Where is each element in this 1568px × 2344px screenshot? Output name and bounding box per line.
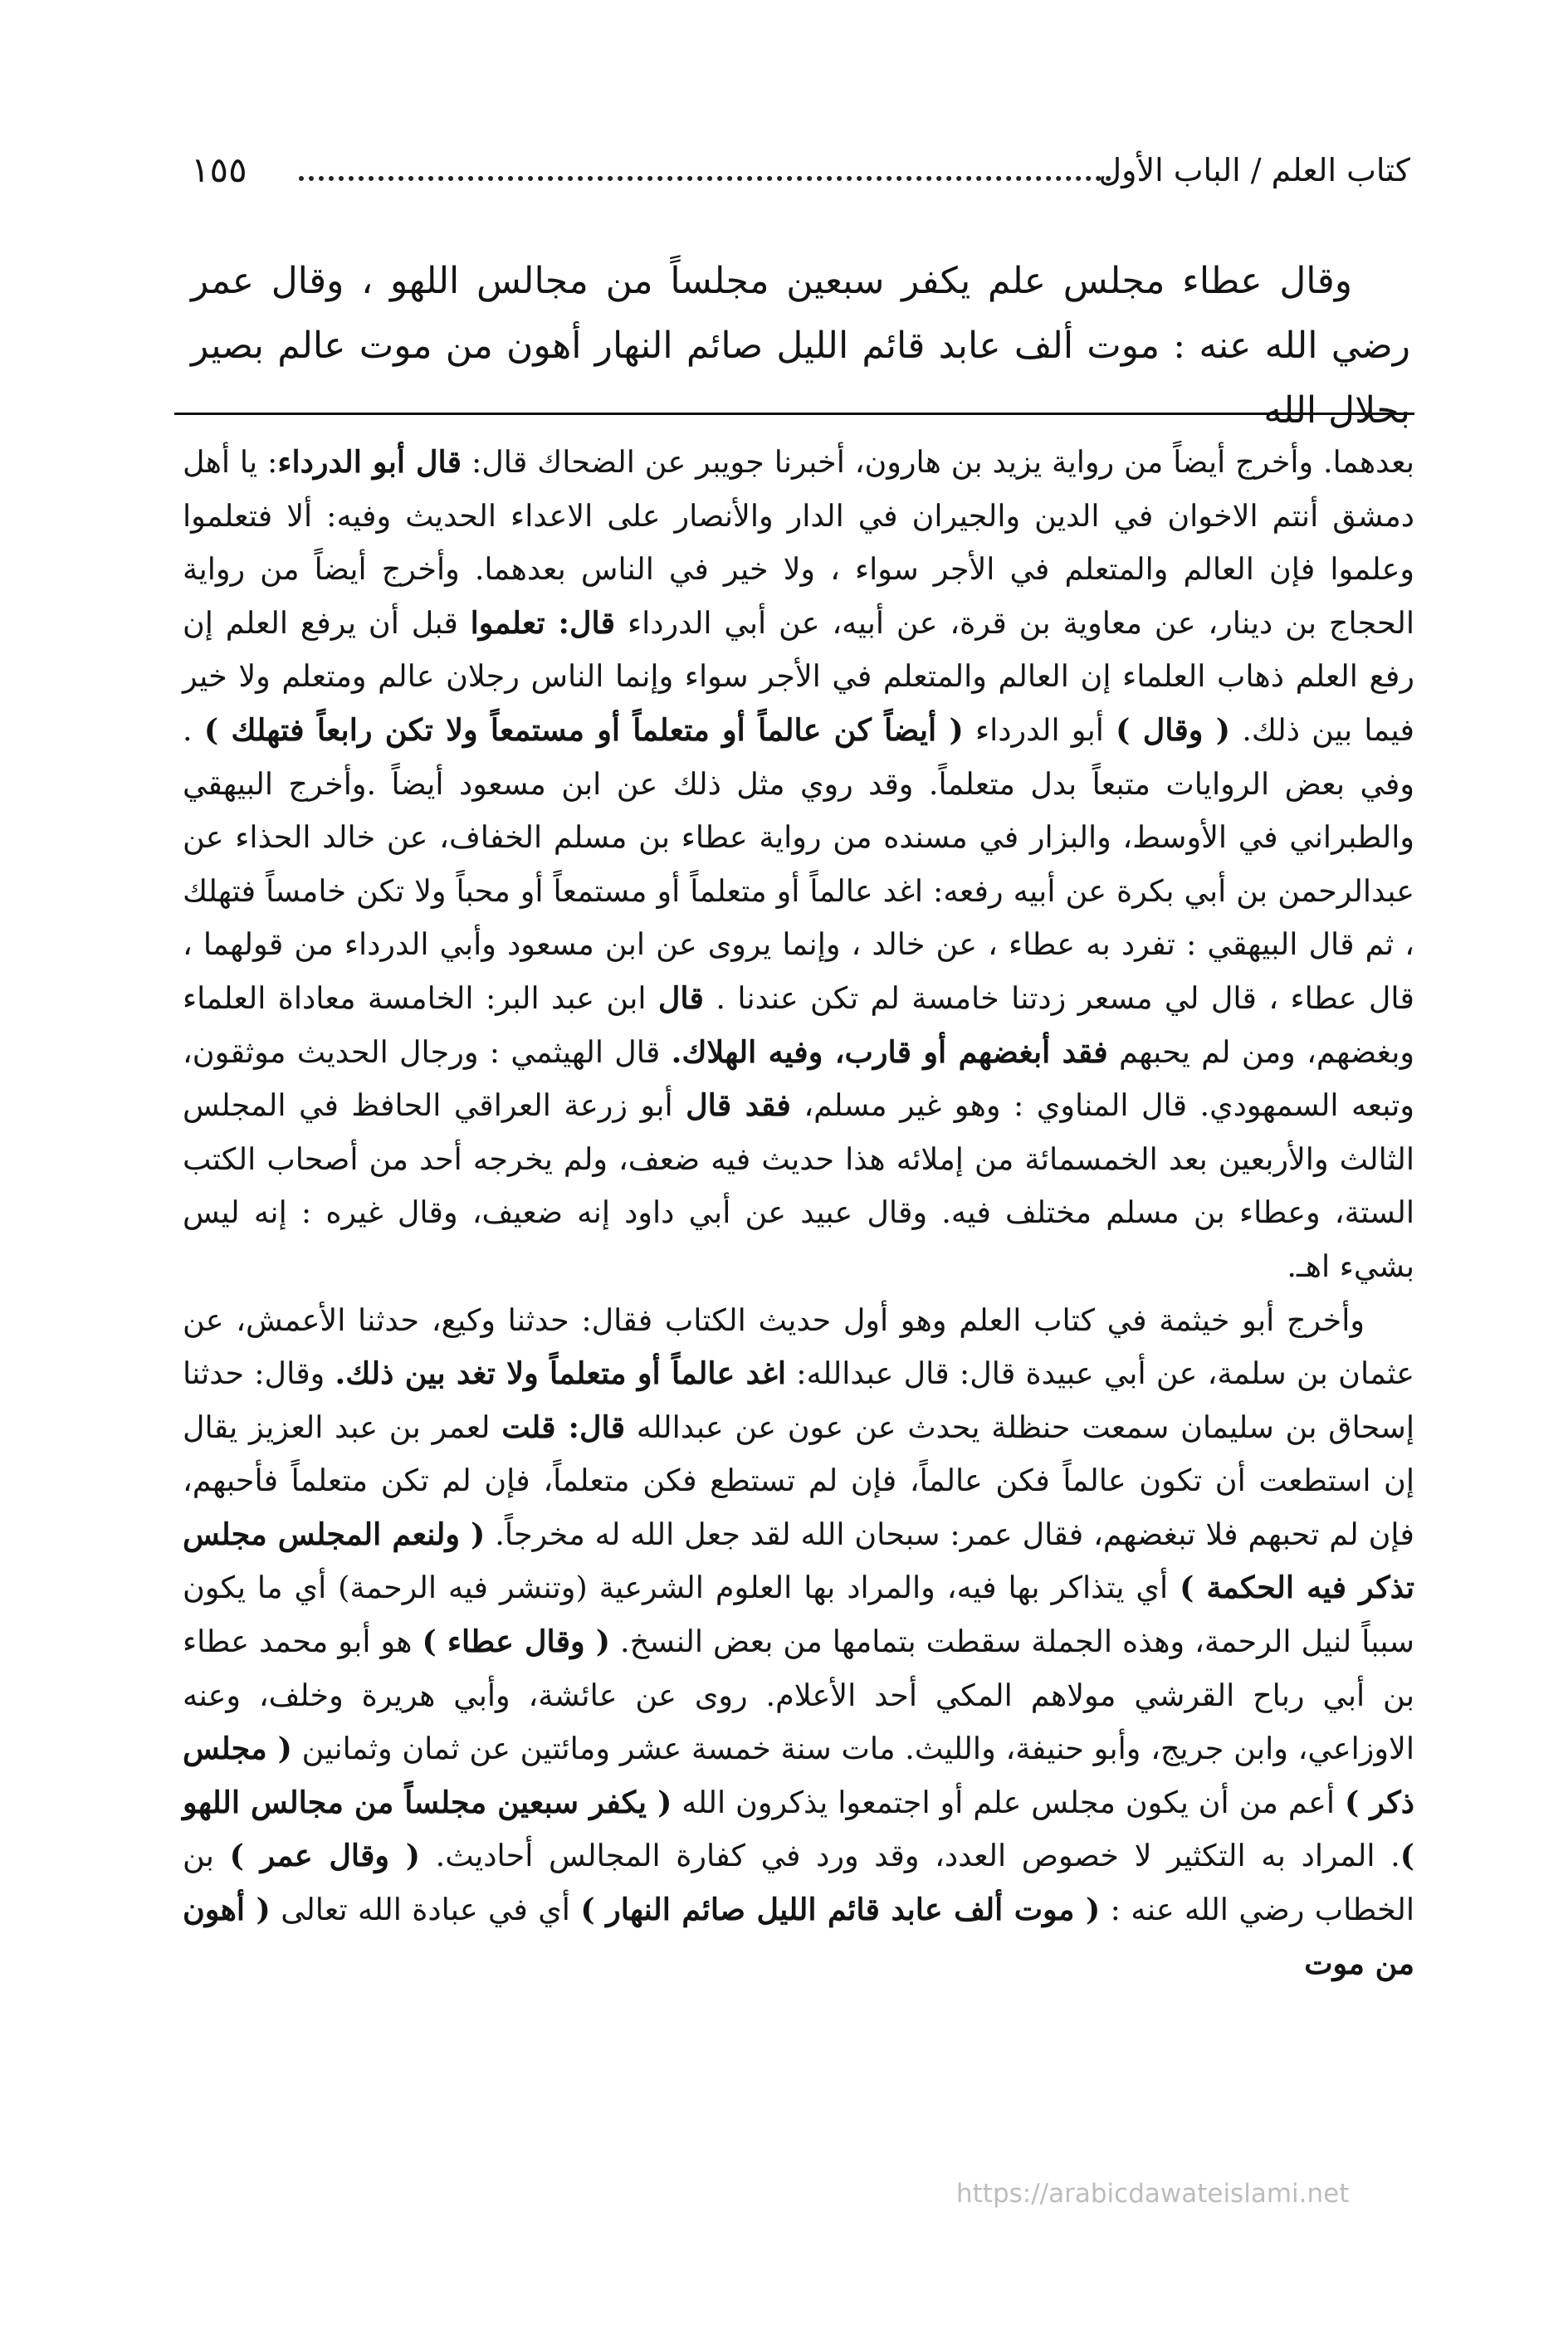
page-header [191,141,1410,199]
watermark-url: https://arabicdawateislami.net [956,2179,1350,2209]
main-paragraph: وقال عطاء مجلس علم يكفر سبعين مجلساً من مجالس اللهو ، وقال عمر رضي الله عنه : موت ألف عابد قائم الليل صائم النهار أهون من موت عالم بصير بحلال الله [191,260,1410,432]
footnote-separator [174,413,1414,415]
running-title: كتاب العلم / الباب الأول [1098,152,1410,188]
commentary [183,436,1414,1990]
page-number: ١٥٥ [191,149,247,190]
commentary-paragraph-2: وأخرج أبو خيثمة في كتاب العلم وهو أول حديث الكتاب فقال: حدثنا وكيع، حدثنا الأعمش، عن عثمان بن سلمة، عن أبي عبيدة قال: قال عبدالله: اغد عالماً أو متعلماً ولا تغد بين ذلك. وقال: حدثنا إسحاق بن سليمان سمعت حنظلة يحدث عن عون عن عبدالله قال: قلت لعمر بن عبد العزيز يقال إن استطعت أن تكون عالماً فكن عالماً، فإن لم تستطع فكن متعلماً، فإن لم تكن متعلماً فأحبهم، فإن لم تحبهم فلا تبغضهم، فقال عمر: سبحان الله لقد جعل الله له مخرجاً. ( ولنعم المجلس مجلس تذكر فيه الحكمة ) أي يتذاكر بها فيه، والمراد بها العلوم الشرعية (وتنشر فيه الرحمة) أي ما يكون سبباً لنيل الرحمة، وهذه الجملة سقطت بتمامها من بعض النسخ. ( وقال عطاء ) هو أبو محمد عطاء بن أبي رباح القرشي مولاهم المكي أحد الأعلام. روى عن عائشة، وأبي هريرة وخلف، وعنه الاوزاعي، وابن جريج، وأبو حنيفة، والليث. مات سنة خمسة عشر ومائتين عن ثمان وثمانين ( مجلس ذكر ) أعم من أن يكون مجلس علم أو اجتمعوا يذكرون الله ( يكفر سبعين مجلساً من مجالس اللهو ). المراد به التكثير لا خصوص العدد، وقد ورد في كفارة المجالس أحاديث. ( وقال عمر ) بن الخطاب رضي الله عنه : ( موت ألف عابد قائم الليل صائم النهار ) أي في عبادة الله تعالى ( أهون من موت [183,1301,1415,1981]
dotted-leader [299,164,1111,181]
commentary-paragraph-1: بعدهما. وأخرج أيضاً من رواية يزيد بن هارون، أخبرنا جويبر عن الضحاك قال: قال أبو الدرداء: يا أهل دمشق أنتم الاخوان في الدين والجيران في الدار والأنصار على الاعداء الحديث وفيه: ألا فتعلموا وعلموا فإن العالم والمتعلم في الأجر سواء ، ولا خير في الناس بعدهما. وأخرج أيضاً من رواية الحجاج بن دينار، عن معاوية بن قرة، عن أبيه، عن أبي الدرداء قال: تعلموا قبل أن يرفع العلم إن رفع العلم ذهاب العلماء إن العالم والمتعلم في الأجر سواء وإنما الناس رجلان عالم ومتعلم ولا خير فيما بين ذلك. ( وقال ) أبو الدرداء ( أيضاً كن عالماً أو متعلماً أو مستمعاً ولا تكن رابعاً فتهلك ) . وفي بعض الروايات متبعاً بدل متعلماً. وقد روي مثل ذلك عن ابن مسعود أيضاً .وأخرج البيهقي والطبراني في الأوسط، والبزار في مسنده من رواية عطاء بن مسلم الخفاف، عن خالد الحذاء عن عبدالرحمن بن أبي بكرة عن أبيه رفعه: اغد عالماً أو متعلماً أو مستمعاً أو محباً ولا تكن خامساً فتهلك ، ثم قال البيهقي : تفرد به عطاء ، عن خالد ، وإنما يروى عن ابن مسعود وأبي الدرداء من قولهما ، قال عطاء ، قال لي مسعر زدتنا خامسة لم تكن عندنا . قال ابن عبد البر: الخامسة معاداة العلماء وبغضهم، ومن لم يحبهم فقد أبغضهم أو قارب، وفيه الهلاك. قال الهيثمي : ورجال الحديث موثقون، وتبعه السمهودي. قال المناوي : وهو غير مسلم، فقد قال أبو زرعة العراقي الحافظ في المجلس الثالث والأربعين بعد الخمسمائة من إملائه هذا حديث فيه ضعف، ولم يخرجه أحد من أصحاب الكتب الستة، وعطاء بن مسلم مختلف فيه. وقال عبيد عن أبي داود إنه ضعيف، وقال غيره : إنه ليس بشيء اهـ. [183,444,1415,1284]
